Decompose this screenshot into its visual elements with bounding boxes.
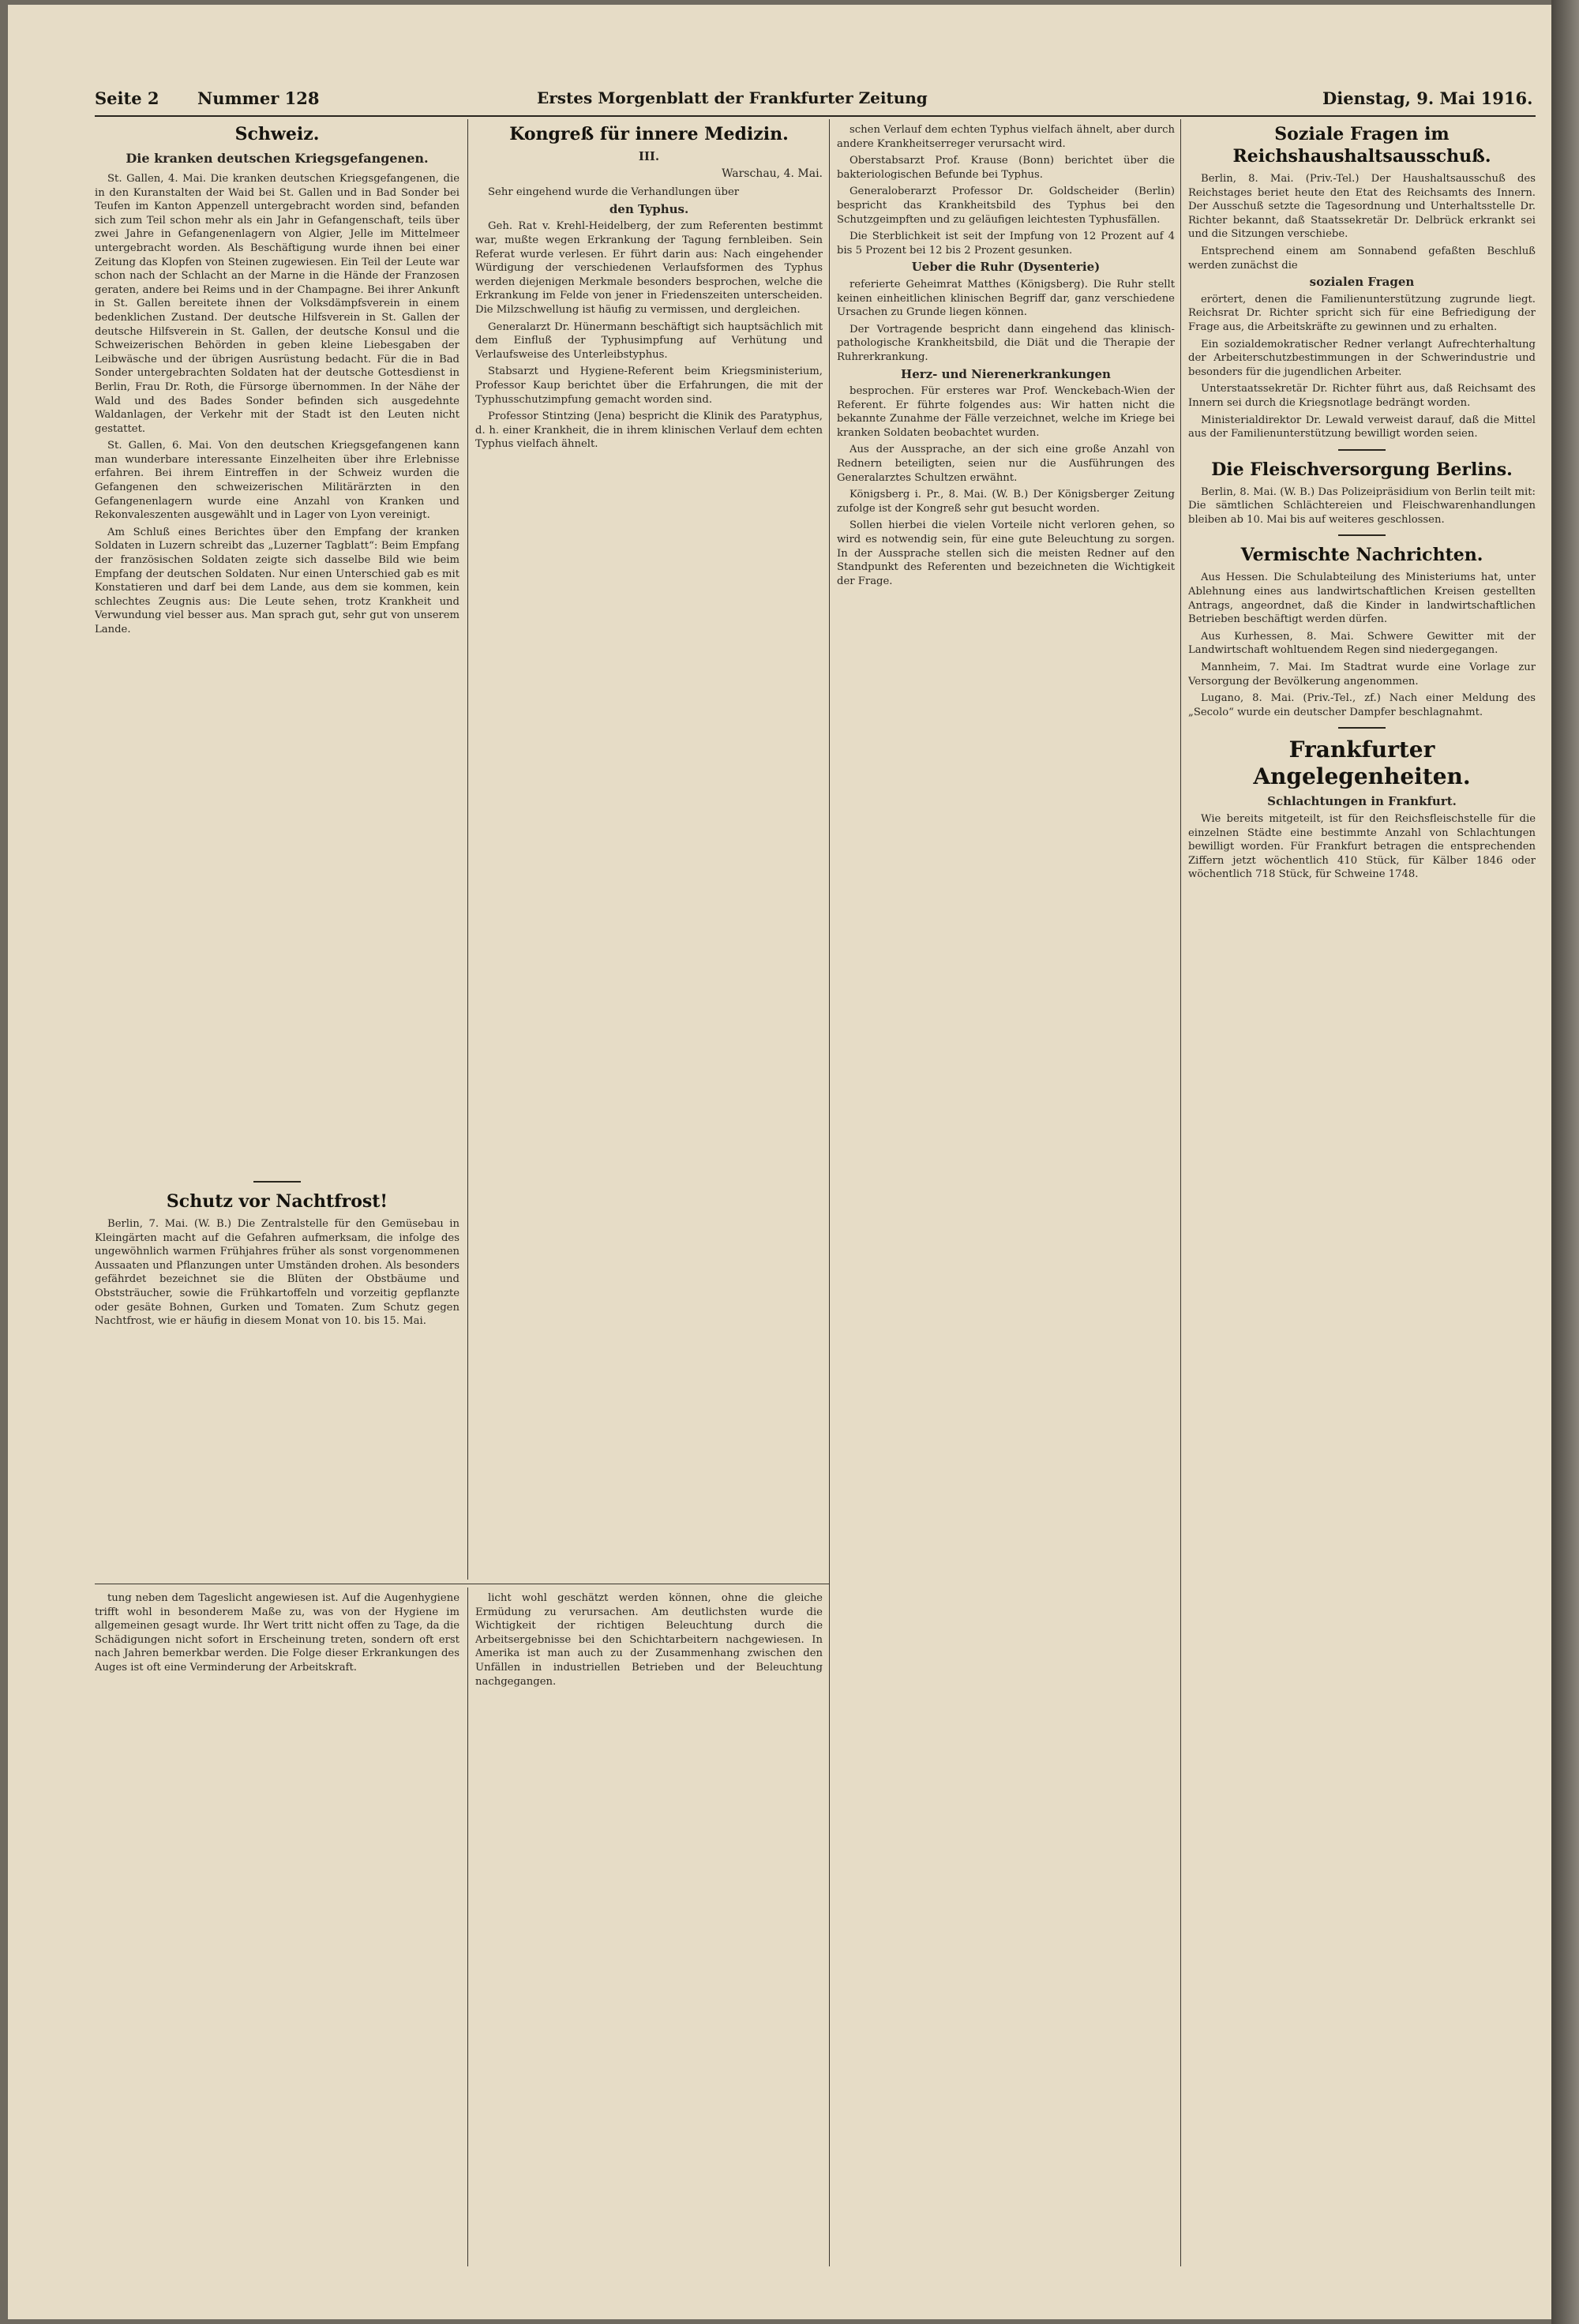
article-title-frankfurter: Frankfurter Angelegenheiten. [1253,737,1471,790]
article-title-schweiz: Schweiz. [234,124,320,144]
column-rule [467,119,468,1580]
article-lead: Sehr eingehend wurde die Verhandlungen über [488,186,740,199]
section-heading-ruhr: Ueber die Ruhr (Dysenterie) [911,260,1101,275]
article-paragraph: Berlin, 8. Mai. (Priv.-Tel.) Der Haushaltsausschuß des Reichstages beriet heute den Etat des Reichsamts des Innern. Der Ausschuß setzte die Tagesordnung und Unterhaltsstelle Dr. Richter bekannt, daß Staatssekretär Dr. Delbrück erkrankt sei und die Sitzungen verschiebe. [1188,173,1536,241]
divider [253,1181,301,1183]
article-paragraph: Entsprechend einem am Sonnabend gefaßten Beschluß werden zunächst die [1188,245,1536,272]
section-heading-herz: Herz- und Nierenerkrankungen [901,366,1111,381]
section-heading-typhus: den Typhus. [609,201,689,216]
feuilleton-column-1 [95,1591,459,2262]
page-number: Seite 2 [95,88,159,108]
column-kongress-cont [837,123,1175,2262]
article-paragraph: Aus Kurhessen, 8. Mai. Schwere Gewitter mit der Landwirtschaft wohltuendem Regen sind niedergegangen. [1188,630,1536,657]
article-paragraph: Aus Hessen. Die Schulabteilung des Ministeriums hat, unter Ablehnung eines aus landwirtschaftlichen Kreisen gestellten Antrags, angeordnet, daß die Kinder in landwirtschaftlichen Betrieben beschäftigt werden dürfen. [1188,572,1536,626]
article-subtitle-kriegsgefangene: Die kranken deutschen Kriegsgefangenen. [126,151,429,166]
article-paragraph: Professor Stintzing (Jena) bespricht die Klinik des Paratyphus, d. h. einer Krankheit, die in ihrem klinischen Verlauf dem echten Typhus vielfach ähnelt. [475,410,823,451]
article-paragraph: Berlin, 7. Mai. (W. B.) Die Zentralstelle für den Gemüsebau in Kleingärten macht auf die Gefahren aufmerksam, die infolge des ungewöhnlich warmen Frühjahres früher als sonst vorgenommenen Aussaaten und Pflanzungen unter Umständen drohen. Als besonders gefährdet bezeichnet sie die Blüten der Obstbäume und Obststräucher, sowie die Frühkartoffeln und vorzeitig gepflanzte oder gesäte Bohnen, Gurken und Tomaten. Zum Schutz gegen Nachtfrost, wie er häufig in diesem Monat von 10. bis 15. Mai. [95,1218,459,1328]
newspaper-page [8,5,1551,2319]
article-paragraph: besprochen. Für ersteres war Prof. Wenckebach-Wien der Referent. Er führte folgendes aus: Wir hatten nicht die bekannte Zunahme der Fälle verzeichnet, welche im Kriege bei kranken Soldaten beobachtet wurden. [837,385,1175,439]
column-rule [829,119,830,2266]
column-right [1188,123,1536,2262]
article-paragraph: St. Gallen, 6. Mai. Von den deutschen Kriegsgefangenen kann man wunderbare interessante Einzelheiten über ihre Erlebnisse erfahren. Bei ihrem Eintreffen in der Schweiz wurden die Gefangenen den schweizerischen Militärärzten in den Gefangenenlagern wurde eine Anzahl von Kranken und Rekonvaleszenten ausgewählt und in Lager von Lyon vereinigt. [95,440,459,522]
article-paragraph: Berlin, 8. Mai. (W. B.) Das Polizeipräsidium von Berlin teilt mit: Die sämtlichen Schlächtereien und Fleischwarenhandlungen bleiben ab 10. Mai bis auf weiteres geschlossen. [1188,485,1536,526]
article-paragraph: Geh. Rat v. Krehl-Heidelberg, der zum Referenten bestimmt war, mußte wegen Erkrankung der Tagung fernbleiben. Sein Referat wurde verlesen. Er führt darin aus: Nach eingehender Würdigung der verschiedenen Verlaufsformen des Typhus werden diejenigen Merkmale besonders besprochen, welche die Erkrankung im Felde von jener in Friedenszeiten unterscheiden. Die Milzschwellung ist häufig zu vermissen, und dergleichen. [475,220,823,316]
article-paragraph: Mannheim, 7. Mai. Im Stadtrat wurde eine Vorlage zur Versorgung der Bevölkerung angenommen. [1188,662,1536,688]
issue-date: Dienstag, 9. Mai 1916. [1322,88,1533,108]
running-header [95,82,1540,114]
article-paragraph: Die Sterblichkeit ist seit der Impfung von 12 Prozent auf 4 bis 5 Prozent bei 12 bis 2 Prozent gesunken. [837,231,1175,257]
page-edge [1551,0,1579,2324]
article-paragraph: Ministerialdirektor Dr. Lewald verweist darauf, daß die Mittel aus der Familienunterstützung bewilligt worden seien. [1188,414,1536,440]
header-rule [95,115,1536,117]
article-paragraph: Königsberg i. Pr., 8. Mai. (W. B.) Der Königsberger Zeitung zufolge ist der Kongreß sehr gut besucht worden. [837,489,1175,515]
column-rule [467,1587,468,2266]
column-kongress [475,123,823,1576]
article-paragraph: Lugano, 8. Mai. (Priv.-Tel., zf.) Nach einer Meldung des „Secolo“ wurde ein deutscher Dampfer beschlagnahmt. [1188,692,1536,718]
column-nachtfrost [95,1173,459,1576]
column-rule [1180,119,1181,2266]
article-title-nachtfrost: Schutz vor Nachtfrost! [166,1191,388,1212]
article-title-soziale-fragen: Soziale Fragen im Reichshaushaltsausschuß. [1232,124,1491,167]
section-heading-soziale: sozialen Fragen [1309,275,1415,290]
article-paragraph: Aus der Aussprache, an der sich eine große Anzahl von Rednern beteiligten, seien nur die Ausführungen des Generalarztes Schultzen erwähnt. [837,444,1175,484]
article-paragraph: Generalarzt Dr. Hünermann beschäftigt sich hauptsächlich mit dem Einfluß der Typhusimpfung auf Verhütung und Verlaufsweise des Unterleibstyphus. [475,320,823,361]
divider [1338,534,1386,536]
article-paragraph: Generaloberarzt Professor Dr. Goldscheider (Berlin) bespricht das Krankheitsbild des Typhus bei den Schutzgeimpften und zu geläufigen leichtesten Typhusfällen. [837,186,1175,226]
article-paragraph: licht wohl geschätzt werden können, ohne die gleiche Ermüdung zu verursachen. Am deutlichsten wurde die Wichtigkeit der richtigen Beleuchtung durch die Arbeitsergebnisse bei den Schichtarbeitern nachgewiesen. In Amerika ist man auch zu der Zusammenhang zwischen den Unfällen in industriellen Betrieben und der Beleuchtung nachgegangen. [475,1592,823,1688]
article-paragraph: schen Verlauf dem echten Typhus vielfach ähnelt, aber durch andere Krankheitserreger verursacht wird. [837,124,1175,150]
article-paragraph: Am Schluß eines Berichtes über den Empfang der kranken Soldaten in Luzern schreibt das „Luzerner Tagblatt“: Beim Empfang der französischen Soldaten zeigte sich dasselbe Bild wie beim Empfang der deutschen Soldaten. Nur einen Unterschied gab es mit Konstatieren und darf bei dem Lande, aus dem sie kommen, kein schlechtes Zeugnis aus: Die Leute sehen, trotz Krankheit und Verwundung viel besser aus. Man sprach gut, sehr gut von unserem Lande. [95,526,459,635]
divider [1338,727,1386,729]
article-title-kongress: Kongreß für innere Medizin. [509,124,789,144]
column-schweiz [95,123,459,1165]
article-paragraph: Stabsarzt und Hygiene-Referent beim Kriegsministerium, Professor Kaup berichtet über die Erfahrungen, die mit der Typhusschutzimpfung gemacht worden sind. [475,365,823,406]
article-paragraph: tung neben dem Tageslicht angewiesen ist. Auf die Augenhygiene trifft wohl in besonderem Maße zu, was von der Hygiene im allgemeinen gesagt wurde. Ihr Wert tritt nicht offen zu Tage, da die Schädigungen nicht sofort in Erscheinung treten, sondern oft erst nach Jahren bemerkbar werden. Die Folge dieser Erkrankungen des Auges ist oft eine Verminderung der Arbeitskraft. [95,1592,459,1674]
article-paragraph: St. Gallen, 4. Mai. Die kranken deutschen Kriegsgefangenen, die in den Kuranstalten der Waid bei St. Gallen und in Bad Sonder bei Teufen im Kanton Appenzell untergebracht worden sind, befanden sich zum Teil schon mehr als ein Jahr in Gefangenschaft, teils über zwei Jahre in Gefangenenlagern von Algier, Jelle im Mittelmeer untergebracht worden. Als Beschäftigung wurde ihnen bei einer Zeitung das Klopfen von Steinen zugewiesen. Ein Teil der Leute war schon nach der Schlacht an der Marne in die Hände der Franzosen geraten, andere bei Reims und in der Champagne. Bei ihrer Ankunft in St. Gallen bereitete ihnen der Volksdämpfsverein in einem bedenklichen Zustand. Der deutsche Hilfsverein in St. Gallen der deutsche Hilfsverein in St. Gallen, der deutsche Konsul und die Schweizerischen Behörden in geben kleine Liebesgaben der Leibwäsche und der übrigen Ausrüstung bedacht. Für die in Bad Sonder untergebrachten Soldaten hat der deutsche Gottesdienst in Berlin, Frau Dr. Roth, die Fürsorge übernommen. In der Nähe der Wald und des Bades Sonder befinden sich ausgedehnte Waldanlagen, der Verkehr mit der Stadt ist den Leuten nicht gestattet. [95,173,459,435]
issue-number: Nummer 128 [197,88,320,108]
article-title-fleischversorgung: Die Fleischversorgung Berlins. [1211,459,1513,480]
article-paragraph: referierte Geheimrat Matthes (Königsberg). Die Ruhr stellt keinen einheitlichen klinischen Begriff dar, ganz verschiedene Ursachen zu Grunde liegen können. [837,278,1175,319]
article-paragraph: Wie bereits mitgeteilt, ist für den Reichsfleischstelle für die einzelnen Städte eine bestimmte Anzahl von Schlachtungen bewilligt worden. Für Frankfurt betragen die entsprechenden Ziffern jetzt wöchentlich 410 Stück, für Kälber 1846 oder wöchentlich 718 Stück, für Schweine 1748. [1188,813,1536,881]
divider [1338,449,1386,451]
masthead: Erstes Morgenblatt der Frankfurter Zeitung [537,88,928,107]
article-paragraph: Sollen hierbei die vielen Vorteile nicht verloren gehen, so wird es notwendig sein, für eine gute Beleuchtung zu sorgen. In der Aussprache stellen sich die meisten Redner auf den Standpunkt des Referenten und bezeichneten die Wichtigkeit der Frage. [837,519,1175,587]
article-paragraph: Oberstabsarzt Prof. Krause (Bonn) berichtet über die bakteriologischen Befunde bei Typhus. [837,155,1175,181]
article-paragraph: Ein sozialdemokratischer Redner verlangt Aufrechterhaltung der Arbeiterschutzbestimmungen in der Schwerindustrie und besonders für die jugendlichen Arbeiter. [1188,338,1536,378]
dateline: Warschau, 4. Mai. [722,167,823,180]
article-part: III. [638,149,660,163]
article-paragraph: erörtert, denen die Familienunterstützung zugrunde liegt. Reichsrat Dr. Richter spricht sich für eine Befriedigung der Frage aus, die Arbeitskräfte zu gewinnen und zu erhalten. [1188,293,1536,333]
article-paragraph: Der Vortragende bespricht dann eingehend das klinisch-pathologische Krankheitsbild, die Diät und die Therapie der Ruhrerkrankung. [837,323,1175,363]
feuilleton-column-2 [475,1591,823,2262]
article-title-vermischte: Vermischte Nachrichten. [1240,545,1483,566]
article-paragraph: Unterstaatssekretär Dr. Richter führt aus, daß Reichsamt des Innern sei durch die Kriegsnotlage bedrängt worden. [1188,383,1536,409]
article-subtitle-schlachtungen: Schlachtungen in Frankfurt. [1267,794,1457,809]
